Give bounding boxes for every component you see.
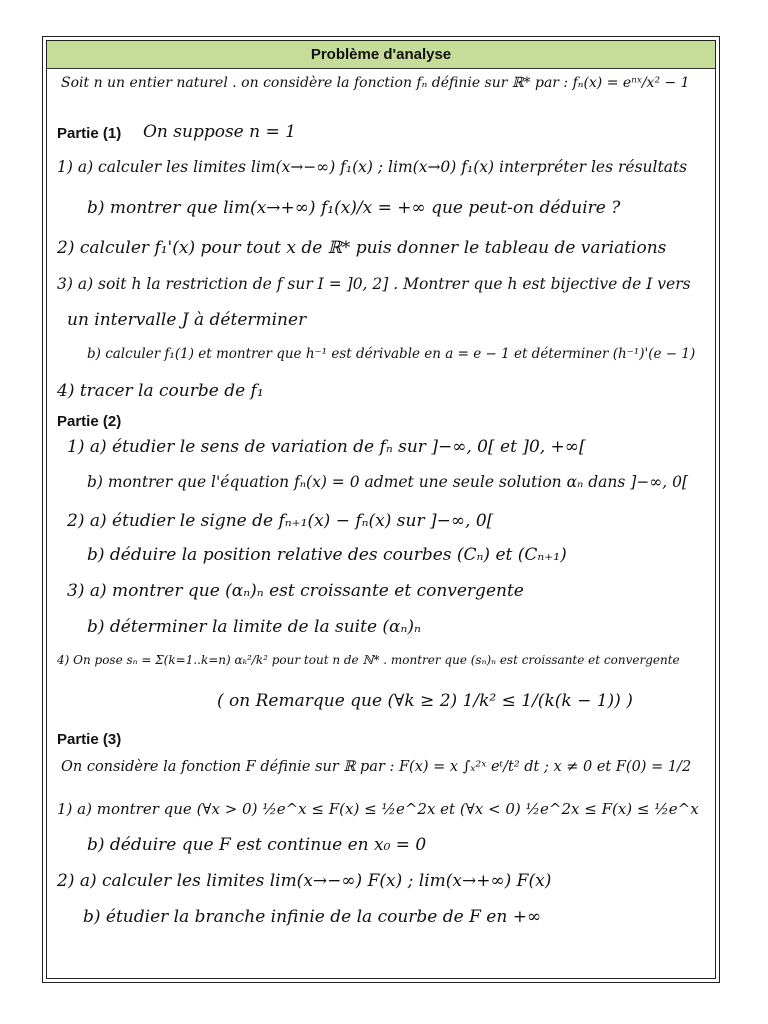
partie-3-question-2a: 2) a) calculer les limites lim(x→−∞) F(x) ; lim(x→+∞) F(x) bbox=[57, 871, 552, 891]
question-3a: 3) a) soit h la restriction de f sur I = ]0, 2] . Montrer que h est bijective de I vers bbox=[57, 275, 691, 293]
partie-3-question-1b: b) déduire que F est continue en x₀ = 0 bbox=[87, 835, 427, 855]
question-3a-continued: un intervalle J à déterminer bbox=[67, 310, 307, 330]
partie-3-intro: On considère la fonction F définie sur ℝ par : F(x) = x ∫ₓ²ˣ eᵗ/t² dt ; x ≠ 0 et F(0) = 1/2 bbox=[61, 759, 692, 775]
page-frame-inner bbox=[46, 40, 716, 979]
problem-title: Problème d'analyse bbox=[47, 41, 715, 69]
partie-2-remark: ( on Remarque que (∀k ≥ 2) 1/k² ≤ 1/(k(k − 1)) ) bbox=[217, 691, 633, 711]
partie-1-heading: Partie (1) bbox=[57, 125, 122, 142]
partie-2-question-3b: b) déterminer la limite de la suite (αₙ)ₙ bbox=[87, 617, 421, 637]
question-1a: 1) a) calculer les limites lim(x→−∞) f₁(x) ; lim(x→0) f₁(x) interpréter les résultats bbox=[57, 158, 688, 176]
partie-3-heading: Partie (3) bbox=[57, 731, 122, 748]
partie-2-question-2b: b) déduire la position relative des courbes (Cₙ) et (Cₙ₊₁) bbox=[87, 545, 567, 565]
question-3b: b) calculer f₁(1) et montrer que h⁻¹ est dérivable en a = e − 1 et déterminer (h⁻¹)'(e − 1) bbox=[87, 346, 696, 362]
question-2: 2) calculer f₁'(x) pour tout x de ℝ* puis donner le tableau de variations bbox=[57, 238, 667, 258]
partie-3-question-1a: 1) a) montrer que (∀x > 0) ½e^x ≤ F(x) ≤ ½e^2x et (∀x < 0) ½e^2x ≤ F(x) ≤ ½e^x bbox=[57, 800, 699, 818]
partie-2-question-1a: 1) a) étudier le sens de variation de fₙ sur ]−∞, 0[ et ]0, +∞[ bbox=[67, 437, 586, 457]
partie-3-question-2b: b) étudier la branche infinie de la courbe de F en +∞ bbox=[83, 907, 542, 927]
partie-2-heading: Partie (2) bbox=[57, 413, 122, 430]
partie-2-question-2a: 2) a) étudier le signe de fₙ₊₁(x) − fₙ(x) sur ]−∞, 0[ bbox=[67, 511, 494, 531]
question-4: 4) tracer la courbe de f₁ bbox=[57, 381, 264, 401]
partie-2-question-3a: 3) a) montrer que (αₙ)ₙ est croissante et convergente bbox=[67, 581, 524, 601]
partie-1-hypothesis: On suppose n = 1 bbox=[143, 122, 296, 142]
page-frame bbox=[42, 36, 720, 983]
partie-2-question-4: 4) On pose sₙ = Σ(k=1..k=n) αₖ²/k² pour tout n de ℕ* . montrer que (sₙ)ₙ est croissante et convergente bbox=[57, 653, 680, 667]
question-1b: b) montrer que lim(x→+∞) f₁(x)/x = +∞ que peut-on déduire ? bbox=[87, 198, 621, 218]
partie-2-question-1b: b) montrer que l'équation fₙ(x) = 0 admet une seule solution αₙ dans ]−∞, 0[ bbox=[87, 473, 688, 491]
intro-line: Soit n un entier naturel . on considère la fonction fₙ définie sur ℝ* par : fₙ(x) = eⁿˣ/x² − 1 bbox=[61, 75, 690, 91]
